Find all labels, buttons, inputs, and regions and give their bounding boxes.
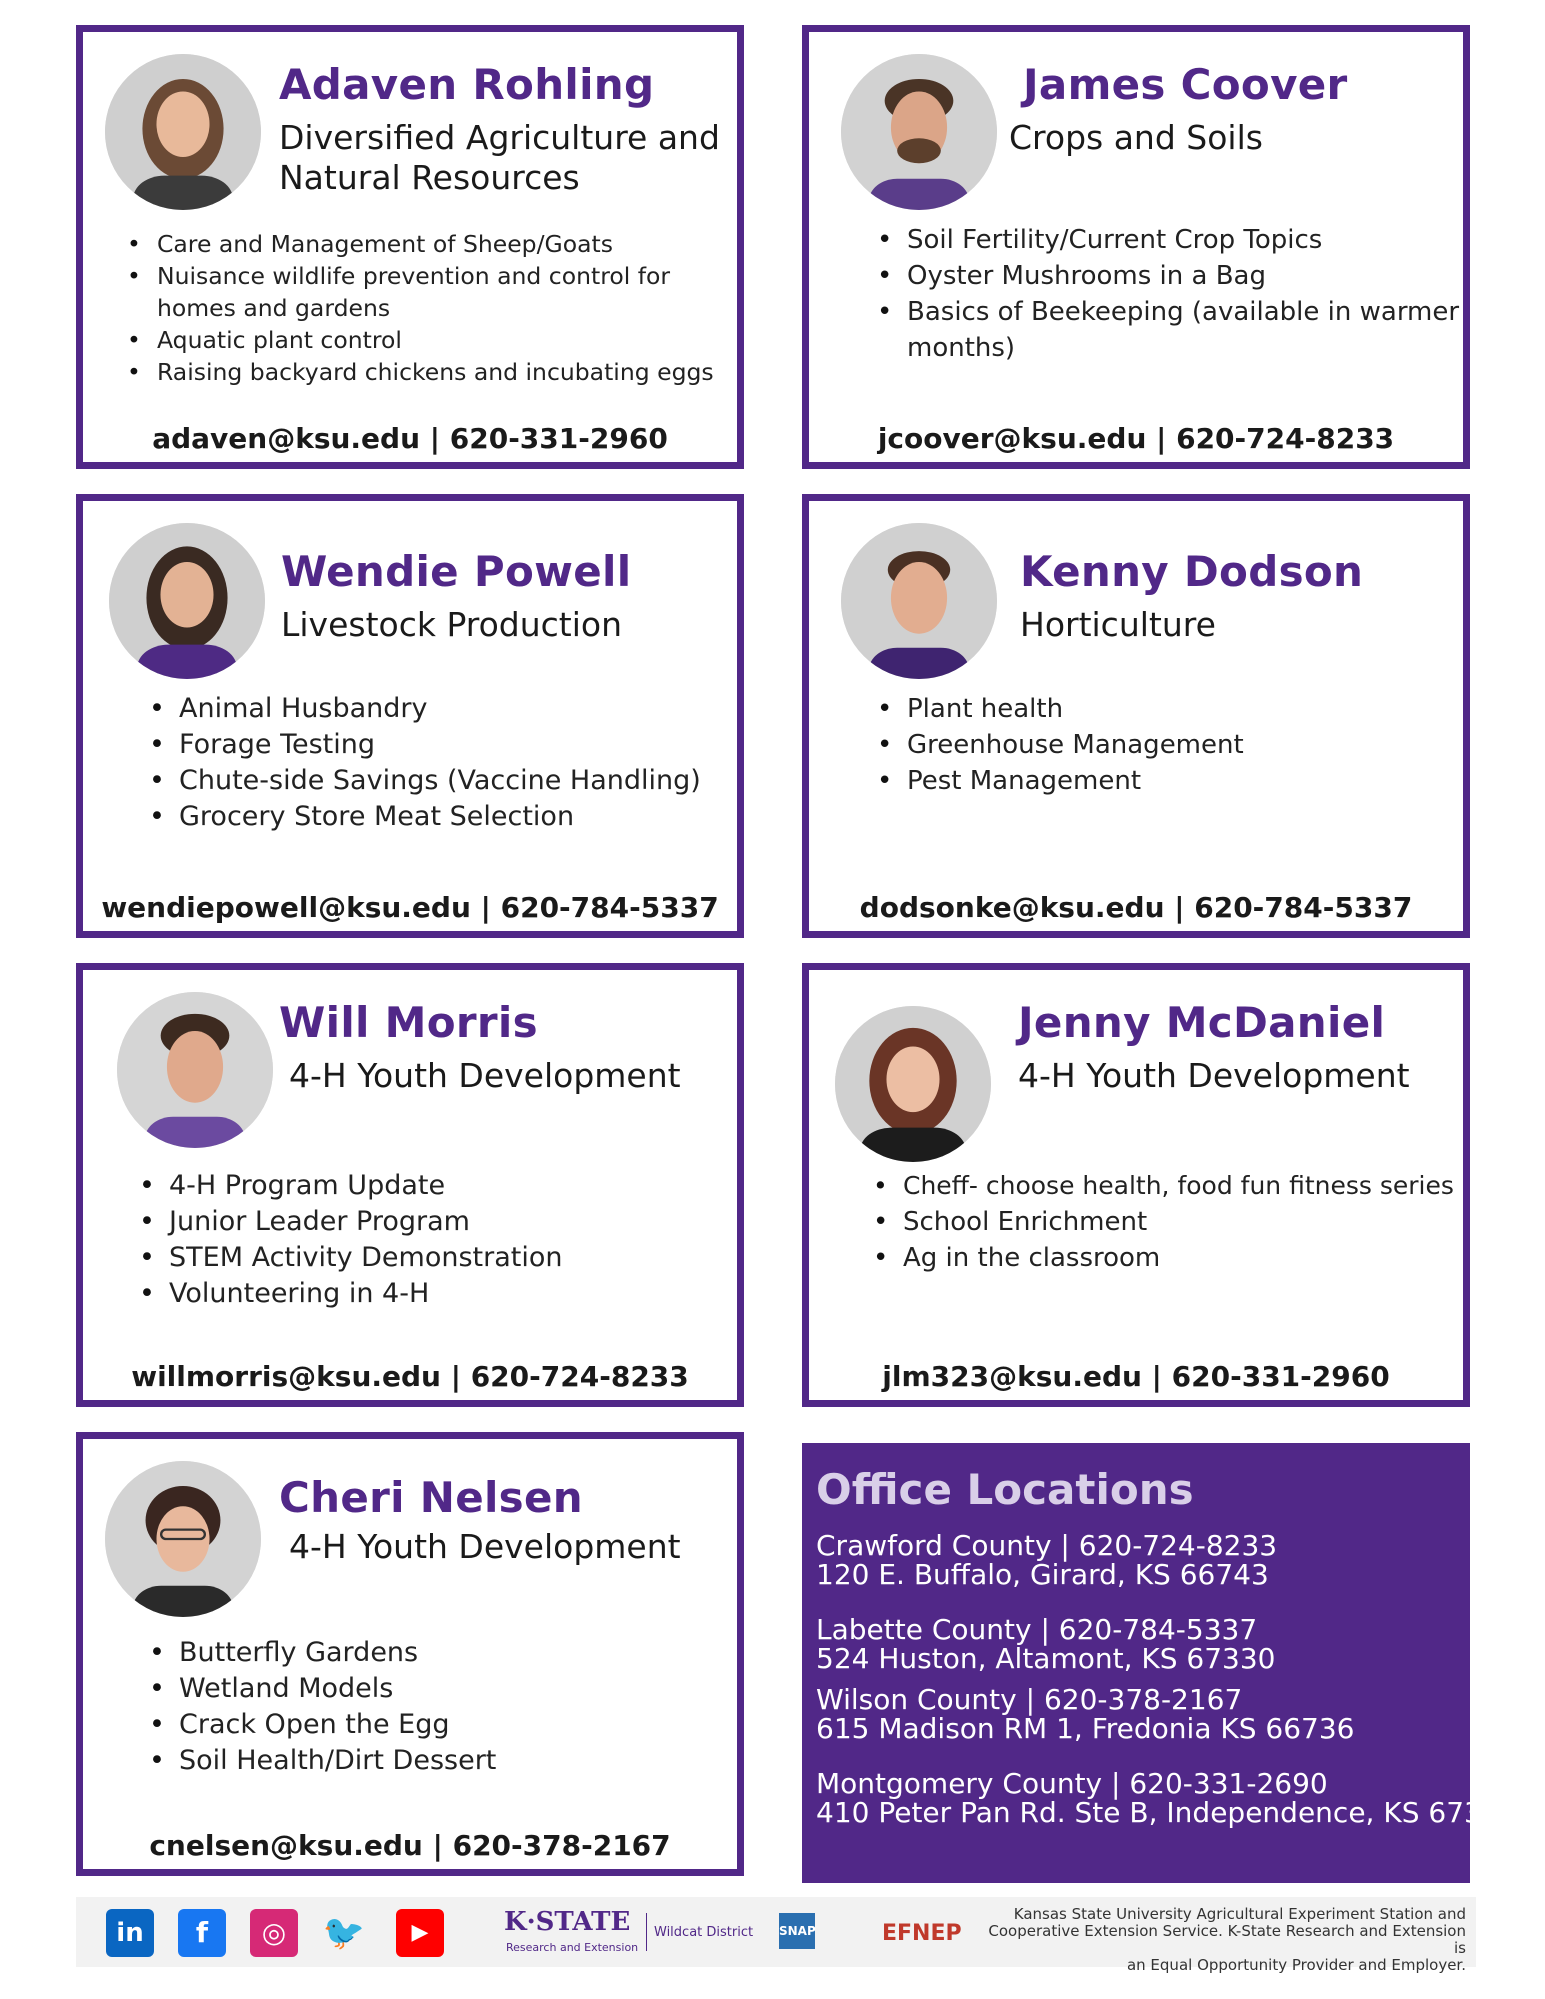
- topic-list: [877, 691, 1487, 799]
- list-item: • STEM Activity Demonstration: [169, 1240, 749, 1276]
- staff-role: Diversified Agriculture and Natural Resources: [279, 118, 720, 197]
- staff-card-wendie-powell: [76, 494, 744, 938]
- list-item: • Raising backyard chickens and incubating eggs: [157, 356, 757, 388]
- list-item: • Basics of Beekeeping (available in warmer months): [907, 294, 1467, 366]
- snap-logo: SNAP: [779, 1913, 815, 1949]
- staff-role: 4-H Youth Development: [1018, 1056, 1410, 1095]
- list-item: • Oyster Mushrooms in a Bag: [907, 258, 1487, 294]
- topic-list: [877, 222, 1487, 366]
- staff-name: Will Morris: [279, 998, 538, 1047]
- staff-card-adaven-rohling: [76, 25, 744, 469]
- list-item: • Pest Management: [907, 763, 1487, 799]
- staff-card-cheri-nelsen: [76, 1432, 744, 1876]
- staff-card-jenny-mcdaniel: [802, 963, 1470, 1407]
- topic-list: [149, 1635, 759, 1779]
- topic-list: [873, 1168, 1493, 1276]
- offices-title: Office Locations: [816, 1465, 1194, 1514]
- staff-role: 4-H Youth Development: [289, 1056, 681, 1095]
- list-item: • Nuisance wildlife prevention and control for homes and gardens: [157, 260, 717, 324]
- staff-name: Kenny Dodson: [1020, 547, 1364, 596]
- contact-line: dodsonke@ksu.edu | 620-784-5337: [859, 891, 1413, 924]
- staff-card-kenny-dodson: [802, 494, 1470, 938]
- staff-role: Livestock Production: [281, 605, 623, 644]
- list-item: • Cheff- choose health, food fun fitness series: [903, 1168, 1493, 1204]
- contact-line: jcoover@ksu.edu | 620-724-8233: [877, 422, 1395, 455]
- avatar-photo: [835, 1006, 991, 1162]
- list-item: • Grocery Store Meat Selection: [179, 799, 759, 835]
- contact-line: wendiepowell@ksu.edu | 620-784-5337: [101, 891, 719, 924]
- list-item: • Wetland Models: [179, 1671, 759, 1707]
- instagram-icon[interactable]: ◎: [250, 1909, 298, 1957]
- list-item: • Plant health: [907, 691, 1487, 727]
- office-location: Crawford County | 620-724-8233 120 E. Buffalo, Girard, KS 66743: [816, 1529, 1278, 1591]
- footer-bar: [76, 1897, 1476, 1974]
- list-item: • Aquatic plant control: [157, 324, 757, 356]
- contact-line: cnelsen@ksu.edu | 620-378-2167: [149, 1829, 671, 1862]
- efnep-logo: EFNEP: [882, 1921, 962, 1946]
- staff-name: Wendie Powell: [281, 547, 632, 596]
- staff-name: James Coover: [1023, 60, 1348, 109]
- topic-list: [127, 228, 757, 388]
- list-item: • Soil Health/Dirt Dessert: [179, 1743, 759, 1779]
- list-item: • Butterfly Gardens: [179, 1635, 759, 1671]
- list-item: • Crack Open the Egg: [179, 1707, 759, 1743]
- district-label: Wildcat District: [654, 1925, 754, 1940]
- staff-name: Adaven Rohling: [279, 60, 655, 109]
- avatar-photo: [105, 54, 261, 210]
- linkedin-icon[interactable]: in: [106, 1909, 154, 1957]
- avatar-photo: [105, 1461, 261, 1617]
- avatar-photo: [841, 523, 997, 679]
- kstate-logo: K·STATE: [504, 1907, 631, 1937]
- list-item: • Animal Husbandry: [179, 691, 759, 727]
- office-locations-panel: [802, 1443, 1518, 1883]
- contact-line: adaven@ksu.edu | 620-331-2960: [152, 422, 668, 455]
- list-item: • 4-H Program Update: [169, 1168, 749, 1204]
- divider: [646, 1913, 647, 1951]
- staff-role: Horticulture: [1020, 605, 1216, 644]
- twitter-icon[interactable]: 🐦: [322, 1913, 366, 1953]
- topic-list: [149, 691, 759, 835]
- kstate-subtitle: Research and Extension: [506, 1941, 639, 1954]
- list-item: • Forage Testing: [179, 727, 759, 763]
- avatar-photo: [109, 523, 265, 679]
- list-item: • Soil Fertility/Current Crop Topics: [907, 222, 1487, 258]
- facebook-icon[interactable]: f: [178, 1909, 226, 1957]
- list-item: • Greenhouse Management: [907, 727, 1487, 763]
- office-location: Labette County | 620-784-5337 524 Huston, Altamont, KS 67330: [816, 1613, 1276, 1675]
- staff-role: 4-H Youth Development: [289, 1527, 681, 1566]
- staff-name: Jenny McDaniel: [1018, 998, 1386, 1047]
- contact-line: willmorris@ksu.edu | 620-724-8233: [131, 1360, 689, 1393]
- disclaimer: Kansas State University Agricultural Experiment Station and Cooperative Extension Service. K-State Research and Extension is an Equal Opportunity Provider and Employer.: [988, 1905, 1466, 1974]
- staff-name: Cheri Nelsen: [279, 1473, 583, 1522]
- list-item: • Junior Leader Program: [169, 1204, 749, 1240]
- topic-list: [139, 1168, 749, 1312]
- list-item: • Ag in the classroom: [903, 1240, 1493, 1276]
- avatar-photo: [841, 54, 997, 210]
- staff-card-will-morris: [76, 963, 744, 1407]
- office-location: Montgomery County | 620-331-2690 410 Peter Pan Rd. Ste B, Independence, KS 67301: [816, 1767, 1518, 1829]
- contact-line: jlm323@ksu.edu | 620-331-2960: [882, 1360, 1390, 1393]
- list-item: • School Enrichment: [903, 1204, 1493, 1240]
- list-item: • Chute-side Savings (Vaccine Handling): [179, 763, 759, 799]
- office-location: Wilson County | 620-378-2167 615 Madison RM 1, Fredonia KS 66736: [816, 1683, 1355, 1745]
- avatar-photo: [117, 992, 273, 1148]
- staff-role: Crops and Soils: [1009, 118, 1263, 157]
- staff-card-james-coover: [802, 25, 1470, 469]
- youtube-icon[interactable]: ▶: [396, 1909, 444, 1957]
- list-item: • Care and Management of Sheep/Goats: [157, 228, 757, 260]
- list-item: • Volunteering in 4-H: [169, 1276, 749, 1312]
